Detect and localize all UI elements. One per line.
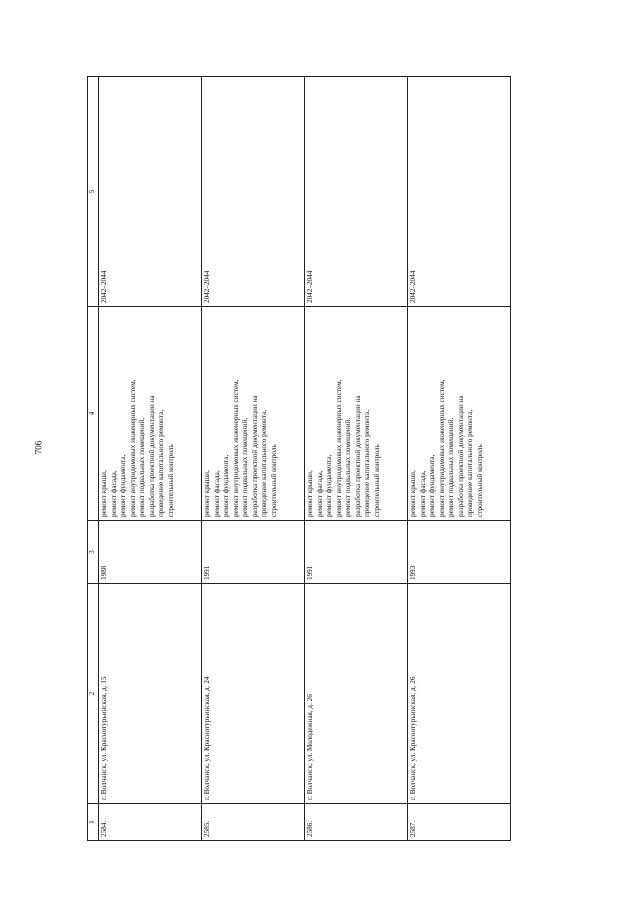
- work-item: ремонт крыши,: [409, 470, 417, 517]
- work-item: проведение капитального ремонта,: [466, 409, 474, 517]
- build-year-cell: 1993: [408, 521, 511, 584]
- work-item: строительный контроль: [372, 444, 381, 517]
- work-item: ремонт внутридомовых инженерных систем,: [437, 379, 446, 517]
- works-cell: [305, 307, 408, 521]
- work-item: ремонт подвальных помещений,: [344, 417, 352, 517]
- row-number-cell: 2585.: [202, 804, 305, 841]
- works-cell: [99, 307, 202, 521]
- header-row: [88, 77, 99, 841]
- work-item: ремонт крыши,: [203, 470, 211, 517]
- row-number-cell: 2587.: [408, 804, 511, 841]
- work-item: ремонт фундамента,: [428, 454, 436, 517]
- work-item: разработка проектной документации на: [250, 395, 259, 517]
- address-cell: г. Волчанск, ул. Краснотурьинская, д. 26: [408, 584, 511, 804]
- work-item: ремонт фундамента,: [325, 454, 333, 517]
- work-item: ремонт фасада,: [418, 470, 427, 517]
- column-header-1: 1: [88, 804, 99, 841]
- work-item: ремонт фасада,: [109, 470, 118, 517]
- period-cell: 2042–2044: [99, 77, 202, 307]
- repair-schedule-table: [87, 76, 511, 841]
- row-number-cell: 2586.: [305, 804, 408, 841]
- work-item: ремонт фасада,: [212, 470, 221, 517]
- build-year-cell: 1988: [99, 521, 202, 584]
- build-year-cell: 1991: [202, 521, 305, 584]
- table-row: [99, 77, 202, 841]
- work-item: строительный контроль: [269, 444, 278, 517]
- work-item: ремонт подвальных помещений,: [241, 417, 249, 517]
- work-item: проведение капитального ремонта,: [363, 409, 371, 517]
- work-item: ремонт подвальных помещений,: [447, 417, 455, 517]
- work-item: разработка проектной документации на: [147, 395, 156, 517]
- build-year-cell: 1991: [305, 521, 408, 584]
- address-cell: г. Волчанск, ул. Молодежная, д. 26: [305, 584, 408, 804]
- address-cell: г. Волчанск, ул. Краснотурьинская, д. 15: [99, 584, 202, 804]
- table-wrapper: [87, 77, 507, 841]
- work-item: разработка проектной документации на: [456, 395, 465, 517]
- work-item: строительный контроль: [166, 444, 175, 517]
- works-cell: [408, 307, 511, 521]
- page-number: 706: [33, 440, 44, 455]
- column-header-5: 5: [88, 77, 99, 307]
- period-cell: 2042–2044: [305, 77, 408, 307]
- period-cell: 2042–2044: [408, 77, 511, 307]
- work-item: ремонт внутридомовых инженерных систем,: [334, 379, 343, 517]
- work-item: ремонт фасада,: [315, 470, 324, 517]
- work-item: ремонт крыши,: [306, 470, 314, 517]
- column-header-2: 2: [88, 584, 99, 804]
- work-item: ремонт подвальных помещений,: [138, 417, 146, 517]
- period-cell: 2042–2044: [202, 77, 305, 307]
- column-header-4: 4: [88, 307, 99, 521]
- work-item: ремонт крыши,: [100, 470, 108, 517]
- works-cell: [202, 307, 305, 521]
- work-item: строительный контроль: [475, 444, 484, 517]
- work-item: разработка проектной документации на: [353, 395, 362, 517]
- work-item: проведение капитального ремонта,: [157, 409, 165, 517]
- address-cell: г. Волчанск, ул. Краснотурьинская, д. 24: [202, 584, 305, 804]
- row-number-cell: 2584.: [99, 804, 202, 841]
- work-item: проведение капитального ремонта,: [260, 409, 268, 517]
- table-row: [202, 77, 305, 841]
- work-item: ремонт фундамента,: [222, 454, 230, 517]
- work-item: ремонт внутридомовых инженерных систем,: [231, 379, 240, 517]
- table-row: [408, 77, 511, 841]
- table-row: [305, 77, 408, 841]
- work-item: ремонт внутридомовых инженерных систем,: [128, 379, 137, 517]
- work-item: ремонт фундамента,: [119, 454, 127, 517]
- column-header-3: 3: [88, 521, 99, 584]
